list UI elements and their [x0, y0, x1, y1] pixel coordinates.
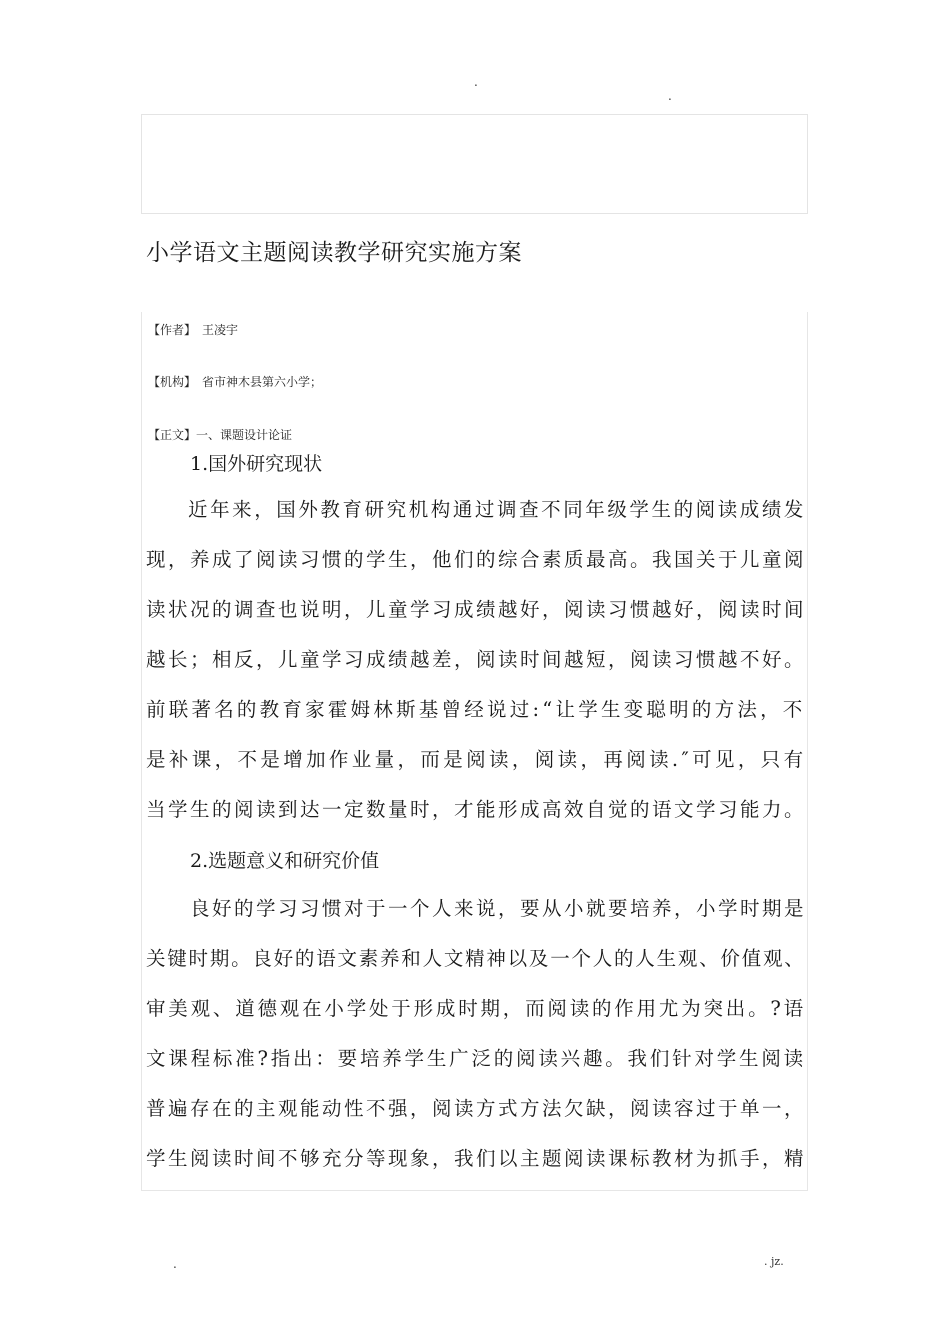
paragraph-line: 读状况的调查也说明，儿童学习成绩越好，阅读习惯越好，阅读时间 [146, 598, 807, 621]
body-label: 【正文】 [148, 428, 197, 442]
section-heading-1: 1.国外研究现状 [190, 453, 323, 475]
section-heading-2: 2.选题意义和研究价值 [190, 850, 380, 872]
section-2-paragraph [146, 884, 806, 1184]
body-heading: 一、课题设计论证 [196, 428, 293, 442]
paragraph-line: 前联著名的教育家霍姆林斯基曾经说过:“让学生变聪明的方法，不 [146, 698, 806, 721]
paragraph-line: 学生阅读时间不够充分等现象，我们以主题阅读课标教材为抓手，精 [146, 1147, 807, 1170]
paragraph-line: 是补课，不是增加作业量，而是阅读，阅读，再阅读.″可见，只有 [146, 748, 807, 771]
paragraph-line: 近年来，国外教育研究机构通过调查不同年级学生的阅读成绩发 [188, 498, 807, 521]
page-mark-dot: . [668, 89, 672, 103]
section-1-paragraph [146, 485, 806, 835]
author-name: 王凌宇 [202, 323, 239, 337]
author-line [148, 321, 238, 338]
paragraph-line: 普遍存在的主观能动性不强，阅读方式方法欠缺，阅读容过于单一， [146, 1097, 807, 1120]
document-title: 小学语文主题阅读教学研究实施方案 [146, 240, 522, 266]
paragraph-line: 审美观、道德观在小学处于形成时期，而阅读的作用尤为突出。?语 [146, 997, 806, 1020]
header-frame [141, 114, 808, 214]
organization-label: 【机构】 [148, 375, 197, 389]
paragraph-line: 关键时期。良好的语文素养和人文精神以及一个人的人生观、价值观、 [146, 947, 806, 970]
body-label-line [148, 426, 292, 443]
page-mark-dot: . [173, 1257, 177, 1271]
paragraph-line: 当学生的阅读到达一定数量时，才能形成高效自觉的语文学习能力。 [146, 798, 807, 821]
page-mark-dot: . [474, 75, 478, 89]
organization-line [148, 373, 322, 390]
organization-name: 省市神木县第六小学； [202, 375, 323, 389]
paragraph-line: 现，养成了阅读习惯的学生，他们的综合素质最高。我国关于儿童阅 [146, 548, 807, 571]
author-label: 【作者】 [148, 323, 197, 337]
footer-mark: . jz. [764, 1255, 784, 1268]
paragraph-line: 文课程标准?指出：要培养学生广泛的阅读兴趣。我们针对学生阅读 [146, 1047, 806, 1070]
paragraph-line: 越长；相反，儿童学习成绩越差，阅读时间越短，阅读习惯越不好。 [146, 648, 807, 671]
paragraph-line: 良好的学习习惯对于一个人来说，要从小就要培养，小学时期是 [190, 897, 807, 920]
